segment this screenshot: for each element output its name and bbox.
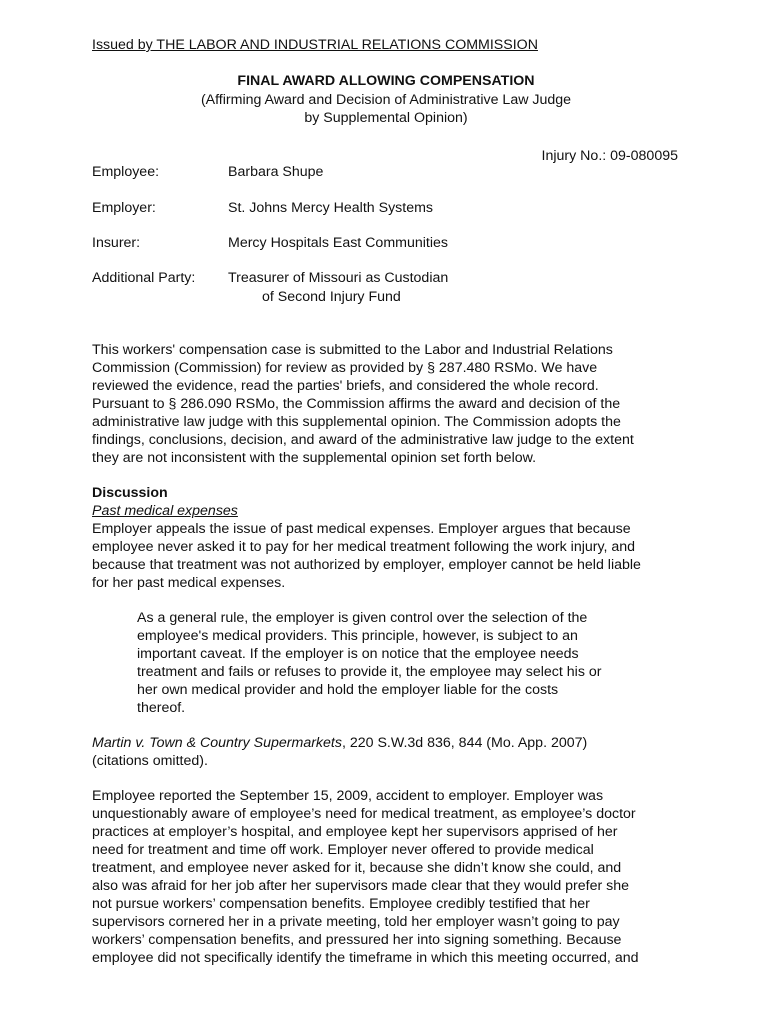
employee-label: Employee: — [92, 164, 160, 180]
paragraph-line: unquestionably aware of employee’s need for medical treatment, as employee’s doctor — [92, 806, 636, 822]
quote-line: As a general rule, the employer is given control over the selection of the — [137, 610, 588, 626]
employee-value: Barbara Shupe — [228, 164, 324, 180]
paragraph-line: for her past medical expenses. — [92, 575, 286, 591]
past-medical-heading: Past medical expenses — [92, 503, 238, 519]
employee-report-paragraph — [92, 787, 680, 967]
paragraph-line: they are not inconsistent with the supplemental opinion set forth below. — [92, 450, 537, 466]
paragraph-line: practices at employer’s hospital, and employee kept her supervisors apprised of her — [92, 824, 618, 840]
paragraph-line: findings, conclusions, decision, and award of the administrative law judge to the extent — [92, 432, 634, 448]
employer-label: Employer: — [92, 200, 156, 216]
paragraph-line: This workers' compensation case is submitted to the Labor and Industrial Relations — [92, 342, 613, 358]
discussion-heading: Discussion — [92, 485, 168, 501]
discussion-section — [92, 484, 680, 592]
paragraph-line: treatment, and employee never asked for it, because she didn’t know she could, and — [92, 860, 622, 876]
quote-line: treatment and fails or refuses to provide it, the employee may select his or — [137, 664, 602, 680]
quote-line: her own medical provider and hold the employer liable for the costs — [137, 682, 559, 698]
insurer-value: Mercy Hospitals East Communities — [228, 235, 448, 251]
quote-line: employee's medical providers. This principle, however, is subject to an — [137, 628, 578, 644]
award-title: FINAL AWARD ALLOWING COMPENSATION — [237, 73, 535, 89]
paragraph-line: Pursuant to § 286.090 RSMo, the Commission affirms the award and decision of the — [92, 396, 621, 412]
block-quote — [137, 609, 647, 717]
paragraph-line: supervisors cornered her in a private meeting, told her employer wasn’t going to pay — [92, 914, 620, 930]
paragraph-line: need for treatment and time off work. Employer never offered to provide medical — [92, 842, 594, 858]
quote-line: thereof. — [137, 700, 186, 716]
paragraph-line: because that treatment was not authorized by employer, employer cannot be held liable — [92, 557, 641, 573]
quote-line: important caveat. If the employer is on notice that the employee needs — [137, 646, 579, 662]
paragraph-line: administrative law judge with this supplemental opinion. The Commission adopts the — [92, 414, 621, 430]
paragraph-line: Employee reported the September 15, 2009, accident to employer. Employer was — [92, 788, 604, 804]
insurer-label: Insurer: — [92, 235, 141, 251]
employer-value: St. Johns Mercy Health Systems — [228, 200, 433, 216]
paragraph-line: workers’ compensation benefits, and pressured her into signing something. Because — [92, 932, 622, 948]
additional-party-value-line2: of Second Injury Fund — [262, 289, 401, 305]
paragraph-line: not pursue workers’ compensation benefits. Employee credibly testified that her — [92, 896, 590, 912]
paragraph-line: also was afraid for her job after her supervisors made clear that they would prefer she — [92, 878, 630, 894]
paragraph-line: reviewed the evidence, read the parties' briefs, and considered the whole record. — [92, 378, 599, 394]
citation-reference: , 220 S.W.3d 836, 844 (Mo. App. 2007) — [341, 735, 588, 751]
award-subtitle-line2: by Supplemental Opinion) — [304, 110, 468, 126]
additional-party-label: Additional Party: — [92, 270, 196, 286]
additional-party-value-line1: Treasurer of Missouri as Custodian — [228, 270, 449, 286]
citation-note: (citations omitted). — [92, 753, 208, 769]
issuing-header: Issued by THE LABOR AND INDUSTRIAL RELATIONS COMMISSION — [92, 37, 538, 53]
paragraph-line: employee did not specifically identify the timeframe in which this meeting occurred, and — [92, 950, 639, 966]
citation — [92, 734, 680, 770]
paragraph-line: employee never asked it to pay for her medical treatment following the work injury, and — [92, 539, 636, 555]
intro-paragraph — [92, 341, 680, 467]
citation-case-name: Martin v. Town & Country Supermarkets — [92, 735, 342, 751]
paragraph-line: Commission (Commission) for review as provided by § 287.480 RSMo. We have — [92, 360, 598, 376]
injury-number: Injury No.: 09-080095 — [541, 148, 678, 164]
paragraph-line: Employer appeals the issue of past medical expenses. Employer argues that because — [92, 521, 631, 537]
award-subtitle-line1: (Affirming Award and Decision of Administrative Law Judge — [200, 92, 572, 108]
